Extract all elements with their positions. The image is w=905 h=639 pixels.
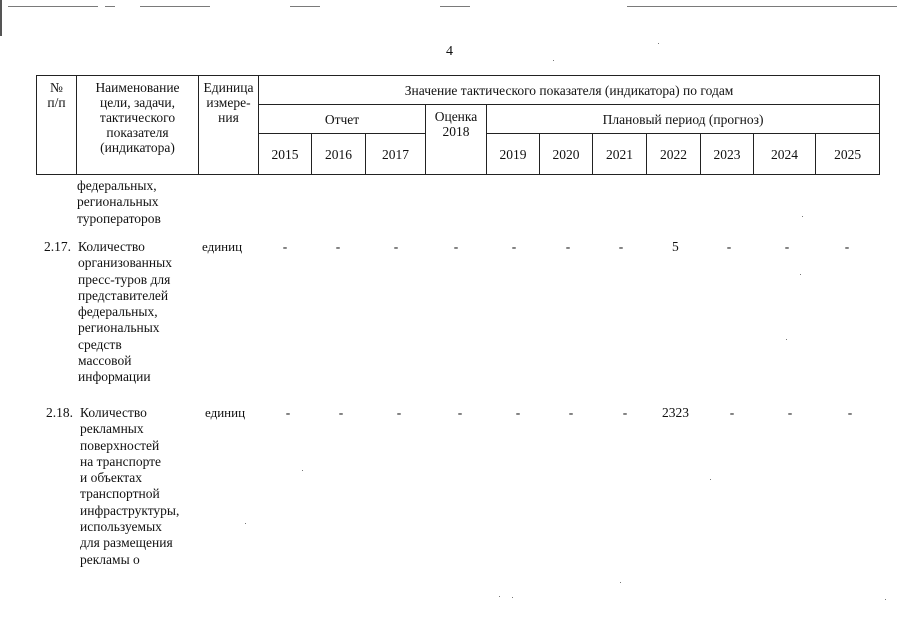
row-unit-2-17: единиц — [202, 239, 243, 254]
year-2016: 2016 — [312, 134, 366, 175]
value-2025-row-2-18: - — [847, 405, 853, 420]
year-2019: 2019 — [487, 134, 540, 175]
row-name-2-17: Количество организованных пресс-туров для представителей федеральных, региональных средств массовой информации — [78, 239, 172, 385]
value-2023-row-2-18: - — [729, 405, 735, 420]
value-2018-row-2-17: - — [453, 239, 459, 254]
value-2018-row-2-18: - — [457, 405, 463, 420]
page-number: 4 — [446, 44, 453, 59]
header-report: Отчет — [259, 105, 426, 134]
value-2022-row-2-17: 5 — [672, 239, 679, 254]
value-2020-row-2-18: - — [568, 405, 574, 420]
header-values-by-year: Значение тактического показателя (индикатора) по годам — [259, 76, 880, 105]
value-2019-row-2-17: - — [511, 239, 517, 254]
row-unit-2-18: единиц — [205, 405, 246, 420]
row-name-2-18: Количество рекламных поверхностей на транспорте и объектах транспортной инфраструктуры, используемых для размещения рекламы о — [80, 405, 180, 567]
year-2020: 2020 — [540, 134, 593, 175]
year-2022: 2022 — [647, 134, 701, 175]
header-number: № п/п — [37, 76, 77, 175]
value-2015-row-2-17: - — [282, 239, 288, 254]
value-2021-row-2-17: - — [618, 239, 624, 254]
page-edge-mark — [0, 0, 2, 36]
header-name: Наименование цели, задачи, тактического показателя (индикатора) — [77, 76, 199, 175]
year-2015: 2015 — [259, 134, 312, 175]
value-2021-row-2-18: - — [622, 405, 628, 420]
value-2016-row-2-17: - — [335, 239, 341, 254]
header-plan-period: Плановый период (прогноз) — [487, 105, 880, 134]
value-2025-row-2-17: - — [844, 239, 850, 254]
year-2023: 2023 — [701, 134, 754, 175]
value-2017-row-2-17: - — [393, 239, 399, 254]
year-2025: 2025 — [816, 134, 880, 175]
continuation-text: федеральных, региональных туроператоров — [77, 178, 161, 226]
indicator-table-header — [36, 75, 880, 175]
scan-artifacts — [0, 0, 905, 20]
value-2017-row-2-18: - — [396, 405, 402, 420]
value-2022-row-2-18: 2323 — [662, 405, 689, 420]
value-2015-row-2-18: - — [285, 405, 291, 420]
value-2023-row-2-17: - — [726, 239, 732, 254]
value-2019-row-2-18: - — [515, 405, 521, 420]
header-unit: Единица измере- ния — [199, 76, 259, 175]
value-2020-row-2-17: - — [565, 239, 571, 254]
header-estimate: Оценка 2018 — [426, 105, 487, 175]
row-number-2-18: 2.18. — [46, 405, 73, 420]
year-2024: 2024 — [754, 134, 816, 175]
value-2024-row-2-17: - — [784, 239, 790, 254]
value-2024-row-2-18: - — [787, 405, 793, 420]
year-2021: 2021 — [593, 134, 647, 175]
value-2016-row-2-18: - — [338, 405, 344, 420]
year-2017: 2017 — [366, 134, 426, 175]
row-number-2-17: 2.17. — [44, 239, 71, 254]
